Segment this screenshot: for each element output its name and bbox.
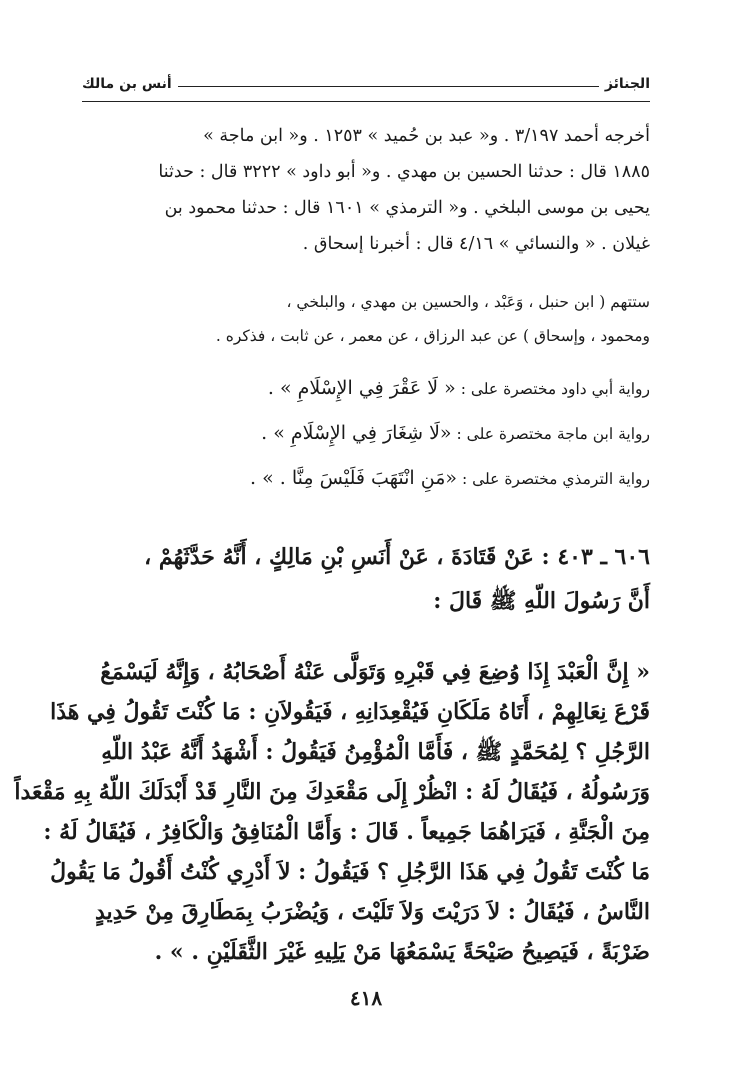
- isnad-paragraph: [82, 285, 650, 353]
- page-number: ٤١٨: [349, 986, 383, 1010]
- text-line: وَرَسُولُهُ ، فَيُقَالُ لَهُ : انْظُرْ إِلَى مَقْعَدِكَ مِنَ النَّارِ قَدْ أَبْدَلَكَ اللّهُ بِهِ مَقْعَداً: [14, 779, 650, 805]
- text-line: النَّاسُ ، فَيُقَالُ : لاَ دَرَيْتَ وَلاَ تَلَيْتَ ، وَيُضْرَبُ بِمَطَارِقَ مِنْ حَدِيدٍ: [94, 899, 650, 925]
- hadith-heading: [82, 535, 650, 623]
- text-line: أخرجه أحمد ٣/١٩٧ . و« عبد بن حُميد » ١٢٥٣ . و« ابن ماجة »: [203, 126, 650, 146]
- riwaya-line: [140, 411, 650, 456]
- text-line: يحيى بن موسى البلخي . و« الترمذي » ١٦٠١ قال : حدثنا محمود بن: [164, 198, 650, 218]
- text-line: قَرْعَ نِعَالِهِمْ ، أَتَاهُ مَلَكَانِ فَيُقْعِدَانِهِ ، فَيَقُولاَنِ : مَا كُنْتَ تَقُولُ فِي هَذَا: [50, 699, 650, 725]
- text-line: ستتهم ( ابن حنبل ، وَعَبْد ، والحسين بن مهدي ، والبلخي ،: [286, 293, 650, 311]
- riwaya-line: [140, 366, 650, 411]
- text-line: ضَرْبَةً ، فَيَصِيحُ صَيْحَةً يَسْمَعُهَا مَنْ يَلِيهِ غَيْرَ الثَّقَلَيْنِ . » .: [154, 939, 650, 965]
- chapter-title: الجنائز: [604, 76, 650, 92]
- riwaya-text: «مَنِ انْتَهَبَ فَلَيْسَ مِنَّا . » .: [250, 467, 457, 489]
- hadith-matn: [14, 652, 650, 972]
- riwaya-line: [140, 456, 650, 501]
- text-line: ٦٠٦ ـ ٤٠٣ : عَنْ قَتَادَةَ ، عَنْ أَنَسِ بْنِ مَالِكٍ ، أَنَّهُ حَدَّثَهُمْ ،: [144, 544, 650, 570]
- text-line: « إِنَّ الْعَبْدَ إِذَا وُضِعَ فِي قَبْرِهِ وَتَوَلَّى عَنْهُ أَصْحَابُهُ ، وَإِنَّهُ لَيَسْمَعُ: [100, 659, 650, 685]
- riwaya-label: رواية أبي داود مختصرة على :: [460, 380, 650, 398]
- riwaya-text: «لَا شِغَارَ فِي الإِسْلَامِ » .: [261, 422, 452, 444]
- text-line: مِنَ الْجَنَّةِ ، فَيَرَاهُمَا جَمِيعاً . قَالَ : وَأَمَّا الْمُنَافِقُ وَالْكَافِرُ ، فَيُقَالُ لَهُ :: [43, 819, 650, 845]
- riwayat-list: [140, 366, 650, 501]
- riwaya-text: « لَا عَقْرَ فِي الإِسْلَامِ » .: [267, 377, 456, 399]
- text-line: مَا كُنْتَ تَقُولُ فِي هَذَا الرَّجُلِ ؟ فَيَقُولُ : لاَ أَدْرِي كُنْتُ أَقُولُ مَا يَقُولُ: [50, 859, 650, 885]
- header-rule: [178, 86, 599, 87]
- text-line: ومحمود ، وإسحاق ) عن عبد الرزاق ، عن معمر ، عن ثابت ، فذكره .: [215, 327, 650, 345]
- riwaya-label: رواية ابن ماجة مختصرة على :: [456, 425, 650, 443]
- riwaya-label: رواية الترمذي مختصرة على :: [461, 470, 650, 488]
- text-line: ١٨٨٥ قال : حدثنا الحسين بن مهدي . و« أبو داود » ٣٢٢٢ قال : حدثنا: [158, 162, 650, 182]
- text-line: الرَّجُلِ ؟ لِمُحَمَّدٍ ﷺ ، فَأَمَّا الْمُؤْمِنُ فَيَقُولُ : أَشْهَدُ أَنَّهُ عَبْدُ اللّهِ: [101, 739, 650, 765]
- header-divider: [82, 101, 650, 102]
- text-line: غيلان . « والنسائي » ٤/١٦ قال : أخبرنا إسحاق .: [302, 234, 650, 254]
- text-line: أَنَّ رَسُولَ اللّهِ ﷺ قَالَ :: [433, 588, 650, 614]
- takhrij-paragraph: [82, 118, 650, 262]
- narrator-title: أنس بن مالك: [82, 76, 172, 92]
- running-header: [82, 72, 650, 96]
